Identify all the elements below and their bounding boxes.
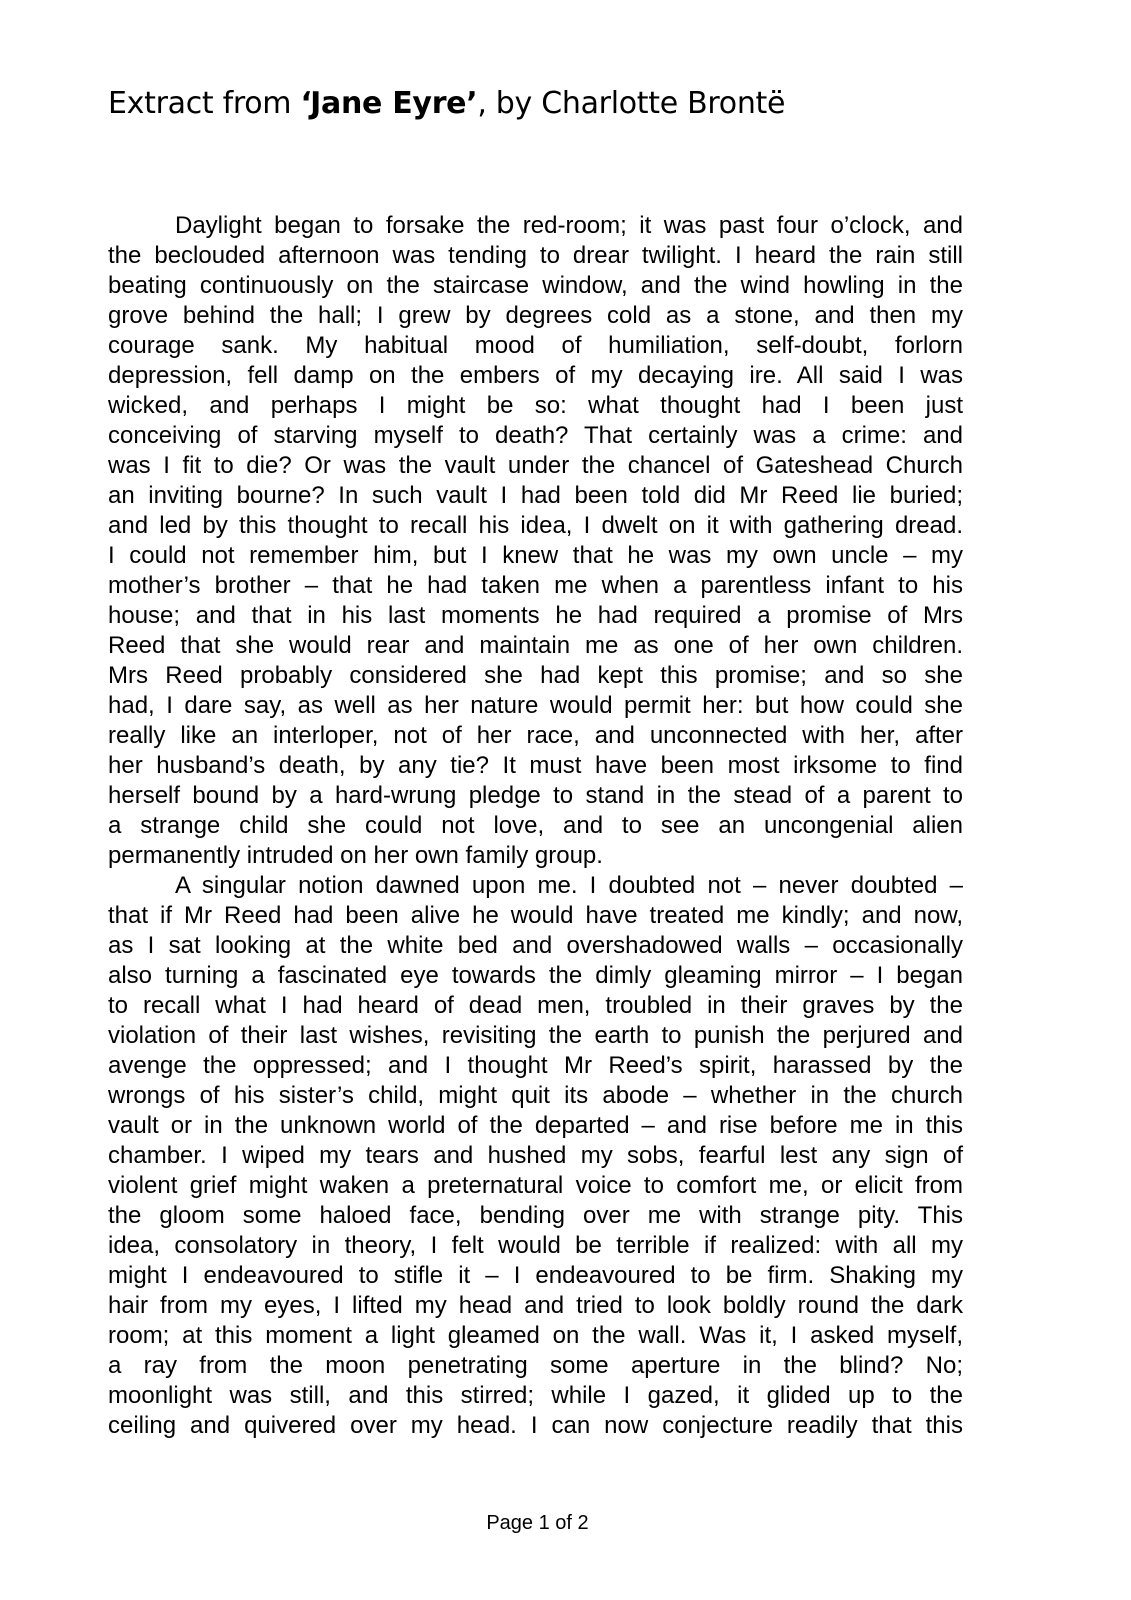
- title-prefix: Extract from: [108, 86, 301, 121]
- text-line: also turning a fascinated eye towards the dimly gleaming mirror – I began: [108, 962, 963, 989]
- page-number: Page 1 of 2: [486, 1512, 589, 1534]
- text-line: ceiling and quivered over my head. I can now conjecture readily that this: [108, 1412, 963, 1439]
- text-line: Mrs Reed probably considered she had kept this promise; and so she: [108, 662, 963, 689]
- text-line: permanently intruded on her own family group.: [108, 842, 603, 869]
- text-line: was I fit to die? Or was the vault under the chancel of Gateshead Church: [108, 452, 963, 479]
- paragraph: [108, 871, 963, 1441]
- text-line: herself bound by a hard-wrung pledge to stand in the stead of a parent to: [108, 782, 963, 809]
- title-suffix: , by Charlotte Brontë: [477, 86, 786, 121]
- text-line: Daylight began to forsake the red-room; it was past four o’clock, and: [175, 212, 963, 239]
- text-line: vault or in the unknown world of the departed – and rise before me in this: [108, 1112, 963, 1139]
- text-line: an inviting bourne? In such vault I had been told did Mr Reed lie buried;: [108, 482, 963, 509]
- text-line: beating continuously on the staircase window, and the wind howling in the: [108, 272, 963, 299]
- title-work: ‘Jane Eyre’: [300, 86, 478, 121]
- text-line: chamber. I wiped my tears and hushed my sobs, fearful lest any sign of: [108, 1142, 963, 1169]
- page-title: [108, 86, 785, 121]
- text-line: and led by this thought to recall his idea, I dwelt on it with gathering dread.: [108, 512, 963, 539]
- text-line: that if Mr Reed had been alive he would have treated me kindly; and now,: [108, 902, 963, 929]
- text-line: as I sat looking at the white bed and overshadowed walls – occasionally: [108, 932, 963, 959]
- text-line: wrongs of his sister’s child, might quit its abode – whether in the church: [108, 1082, 963, 1109]
- text-line: depression, fell damp on the embers of my decaying ire. All said I was: [108, 362, 963, 389]
- text-line: Reed that she would rear and maintain me as one of her own children.: [108, 632, 963, 659]
- text-line: courage sank. My habitual mood of humiliation, self-doubt, forlorn: [108, 332, 963, 359]
- text-line: A singular notion dawned upon me. I doubted not – never doubted –: [175, 872, 963, 899]
- text-line: house; and that in his last moments he had required a promise of Mrs: [108, 602, 963, 629]
- text-line: moonlight was still, and this stirred; while I gazed, it glided up to the: [108, 1382, 963, 1409]
- text-line: idea, consolatory in theory, I felt would be terrible if realized: with all my: [108, 1232, 963, 1259]
- text-line: might I endeavoured to stifle it – I endeavoured to be firm. Shaking my: [108, 1262, 963, 1289]
- text-line: room; at this moment a light gleamed on the wall. Was it, I asked myself,: [108, 1322, 963, 1349]
- text-line: violent grief might waken a preternatural voice to comfort me, or elicit from: [108, 1172, 963, 1199]
- text-line: grove behind the hall; I grew by degrees cold as a stone, and then my: [108, 302, 963, 329]
- text-line: the beclouded afternoon was tending to drear twilight. I heard the rain still: [108, 242, 963, 269]
- text-line: a ray from the moon penetrating some aperture in the blind? No;: [108, 1352, 963, 1379]
- text-line: violation of their last wishes, revisiting the earth to punish the perjured and: [108, 1022, 963, 1049]
- text-line: avenge the oppressed; and I thought Mr Reed’s spirit, harassed by the: [108, 1052, 963, 1079]
- text-line: conceiving of starving myself to death? That certainly was a crime: and: [108, 422, 963, 449]
- text-line: wicked, and perhaps I might be so: what thought had I been just: [108, 392, 963, 419]
- text-line: mother’s brother – that he had taken me when a parentless infant to his: [108, 572, 963, 599]
- text-line: really like an interloper, not of her race, and unconnected with her, after: [108, 722, 963, 749]
- text-line: I could not remember him, but I knew that he was my own uncle – my: [108, 542, 963, 569]
- extract-body: [108, 211, 963, 1441]
- text-line: the gloom some haloed face, bending over me with strange pity. This: [108, 1202, 963, 1229]
- text-line: her husband’s death, by any tie? It must have been most irksome to find: [108, 752, 963, 779]
- text-line: to recall what I had heard of dead men, troubled in their graves by the: [108, 992, 963, 1019]
- paragraph: [108, 211, 963, 871]
- text-line: hair from my eyes, I lifted my head and tried to look boldly round the dark: [108, 1292, 963, 1319]
- text-line: a strange child she could not love, and to see an uncongenial alien: [108, 812, 963, 839]
- text-line: had, I dare say, as well as her nature would permit her: but how could she: [108, 692, 963, 719]
